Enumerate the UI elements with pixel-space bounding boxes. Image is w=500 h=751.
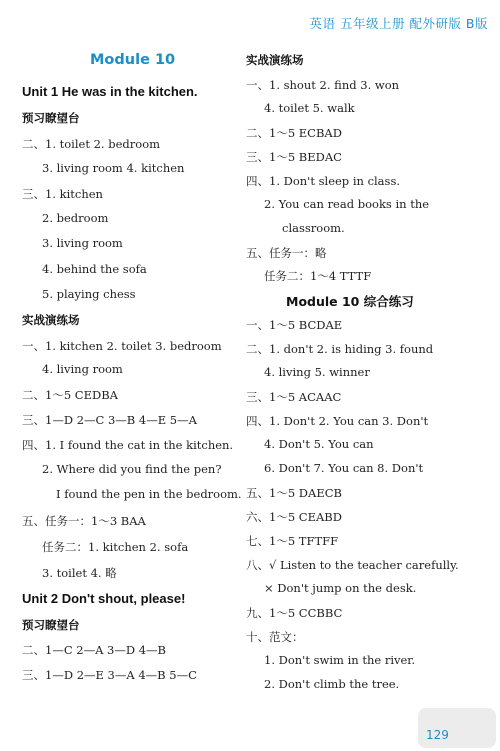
answer-line: 一、1. shout 2. find 3. won [246, 78, 400, 92]
answer-line: 九、1～5 CCBBC [246, 606, 343, 620]
answer-line: 三、1. kitchen [22, 187, 103, 201]
answer-line: 十、范文： [246, 630, 304, 644]
answer-line: 3. living room 4. kitchen [42, 161, 185, 175]
answer-line: classroom. [282, 221, 345, 235]
answer-line: 三、1～5 BEDAC [246, 150, 342, 164]
answer-line: 4. Don't 5. You can [264, 437, 374, 451]
answer-line: 三、1—D 2—C 3—B 4—E 5—A [22, 413, 197, 427]
section-preview: 预习瞭望台 [22, 111, 80, 125]
answer-line: I found the pen in the bedroom. [56, 487, 242, 501]
answer-line: 4. toilet 5. walk [264, 101, 355, 115]
answer-line: 一、1. kitchen 2. toilet 3. bedroom [22, 339, 222, 353]
answer-line: 2. bedroom [42, 211, 109, 225]
answer-line: 四、1. Don't 2. You can 3. Don't [246, 414, 429, 428]
answer-line: 四、1. I found the cat in the kitchen. [22, 438, 234, 452]
section-preview: 预习瞭望台 [22, 618, 80, 632]
answer-line: 八、√ Listen to the teacher carefully. [246, 558, 459, 572]
answer-line: 三、1～5 ACAAC [246, 390, 342, 404]
answer-line: 1. Don't swim in the river. [264, 653, 416, 667]
answer-line: 2. Don't climb the tree. [264, 677, 400, 691]
answer-line: 4. living 5. winner [264, 365, 370, 379]
answer-line: 二、1. toilet 2. bedroom [22, 137, 161, 151]
answer-line: 一、1～5 BCDAE [246, 318, 343, 332]
answer-line: 任务二：1. kitchen 2. sofa [42, 540, 189, 554]
unit1-title: Unit 1 He was in the kitchen. [22, 84, 198, 99]
page-number: 129 [426, 728, 449, 742]
answer-line: 任务二：1～4 TTTF [264, 269, 372, 283]
answer-line: 2. You can read books in the [264, 197, 430, 211]
answer-line: 3. toilet 4. 略 [42, 566, 117, 580]
answer-line: 3. living room [42, 236, 123, 250]
answer-line: 二、1～5 ECBAD [246, 126, 342, 140]
answer-line: 四、1. Don't sleep in class. [246, 174, 400, 188]
unit2-title: Unit 2 Don't shout, please! [22, 591, 186, 606]
answer-line: 二、1—C 2—A 3—D 4—B [22, 643, 167, 657]
module10-exercise-title: Module 10 综合练习 [286, 294, 414, 309]
answer-line: 4. behind the sofa [42, 262, 147, 276]
answer-line: 五、1～5 DAECB [246, 486, 342, 500]
answer-line: 6. Don't 7. You can 8. Don't [264, 461, 424, 475]
answer-line: 二、1～5 CEDBA [22, 388, 118, 402]
answer-line: 三、1—D 2—E 3—A 4—B 5—C [22, 668, 197, 682]
section-practice: 实战演练场 [22, 313, 80, 327]
section-practice: 实战演练场 [246, 53, 304, 67]
answer-line: 二、1. don't 2. is hiding 3. found [246, 342, 434, 356]
answer-line: 五、任务一：略 [246, 246, 327, 260]
answer-line: 2. Where did you find the pen? [42, 462, 222, 476]
answer-line: × Don't jump on the desk. [264, 581, 417, 595]
header-title: 英语 五年级上册 配外研版 B版 [309, 16, 488, 31]
answer-line: 六、1～5 CEABD [246, 510, 342, 524]
answer-line: 七、1～5 TFTFF [246, 534, 339, 548]
module-title: Module 10 [90, 52, 176, 68]
answer-line: 五、任务一：1～3 BAA [22, 514, 146, 528]
answer-line: 4. living room [42, 362, 123, 376]
answer-line: 5. playing chess [42, 287, 136, 301]
